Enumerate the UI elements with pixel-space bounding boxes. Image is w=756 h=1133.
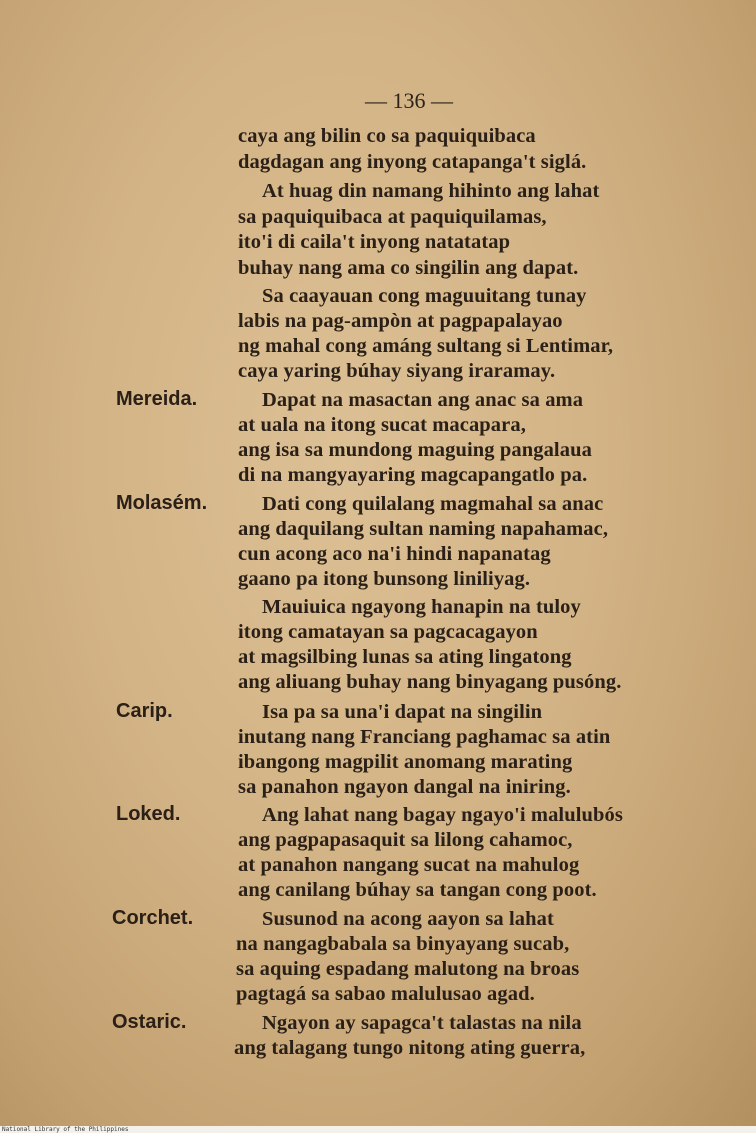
- verse-line: Dati cong quilalang magmahal sa anac: [262, 493, 604, 515]
- verse-line: Sa caayauan cong maguuitang tunay: [262, 285, 587, 307]
- verse-line: Isa pa sa una'i dapat na singilin: [262, 701, 543, 723]
- verse-line: Mauiuica ngayong hanapin na tuloy: [262, 596, 581, 618]
- verse-line: inutang nang Franciang paghamac sa atin: [238, 726, 611, 748]
- verse-line: ang canilang búhay sa tangan cong poot.: [238, 879, 597, 901]
- verse-line: na nangagbabala sa binyayang sucab,: [236, 933, 570, 955]
- verse-line: sa aquing espadang malutong na broas: [236, 958, 580, 980]
- speaker-label: Carip.: [116, 700, 173, 722]
- verse-line: ang talagang tungo nitong ating guerra,: [234, 1037, 586, 1059]
- verse-line: At huag din namang hihinto ang lahat: [262, 180, 600, 202]
- verse-line: pagtagá sa sabao malulusao agad.: [236, 983, 535, 1005]
- verse-line: labis na pag-ampòn at pagpapalayao: [238, 310, 563, 332]
- verse-line: buhay nang ama co singilin ang dapat.: [238, 257, 579, 279]
- library-credit: National Library of the Philippines: [2, 1126, 129, 1133]
- speaker-label: Mereida.: [116, 388, 198, 410]
- verse-line: ang aliuang buhay nang binyagang pusóng.: [238, 671, 622, 693]
- verse-line: caya yaring búhay siyang iraramay.: [238, 360, 556, 382]
- verse-line: dagdagan ang inyong catapanga't siglá.: [238, 151, 587, 173]
- verse-line: Ang lahat nang bagay ngayo'i malulubós: [262, 804, 623, 826]
- verse-line: sa panahon ngayon dangal na iniring.: [238, 776, 571, 798]
- verse-line: cun acong aco na'i hindi napanatag: [238, 543, 551, 565]
- speaker-label: Corchet.: [112, 907, 194, 929]
- footer-strip: [0, 1126, 756, 1133]
- verse-line: Susunod na acong aayon sa lahat: [262, 908, 554, 930]
- speaker-label: Loked.: [116, 803, 181, 825]
- verse-line: caya ang bilin co sa paquiquibaca: [238, 125, 536, 147]
- verse-line: di na mangyayaring magcapangatlo pa.: [238, 464, 588, 486]
- page-number: — 136 —: [365, 88, 453, 113]
- verse-line: gaano pa itong bunsong liniliyag.: [238, 568, 531, 590]
- verse-line: Dapat na masactan ang anac sa ama: [262, 389, 584, 411]
- verse-line: ibangong magpilit anomang marating: [238, 751, 573, 773]
- verse-line: Ngayon ay sapagca't talastas na nila: [262, 1012, 582, 1034]
- verse-line: ang pagpapasaquit sa lilong cahamoc,: [238, 829, 573, 851]
- verse-line: ang daquilang sultan naming napahamac,: [238, 518, 609, 540]
- verse-line: at magsilbing lunas sa ating lingatong: [238, 646, 572, 668]
- speaker-label: Ostaric.: [112, 1011, 187, 1033]
- speaker-label: Molasém.: [116, 492, 208, 514]
- verse-line: ito'i di caila't inyong natatatap: [238, 231, 511, 253]
- verse-line: sa paquiquibaca at paquiquilamas,: [238, 206, 547, 228]
- verse-line: ng mahal cong amáng sultang si Lentimar,: [238, 335, 614, 357]
- verse-line: itong camatayan sa pagcacagayon: [238, 621, 538, 643]
- verse-line: at uala na itong sucat macapara,: [238, 414, 526, 436]
- verse-line: ang isa sa mundong maguing pangalaua: [238, 439, 592, 461]
- verse-line: at panahon nangang sucat na mahulog: [238, 854, 580, 876]
